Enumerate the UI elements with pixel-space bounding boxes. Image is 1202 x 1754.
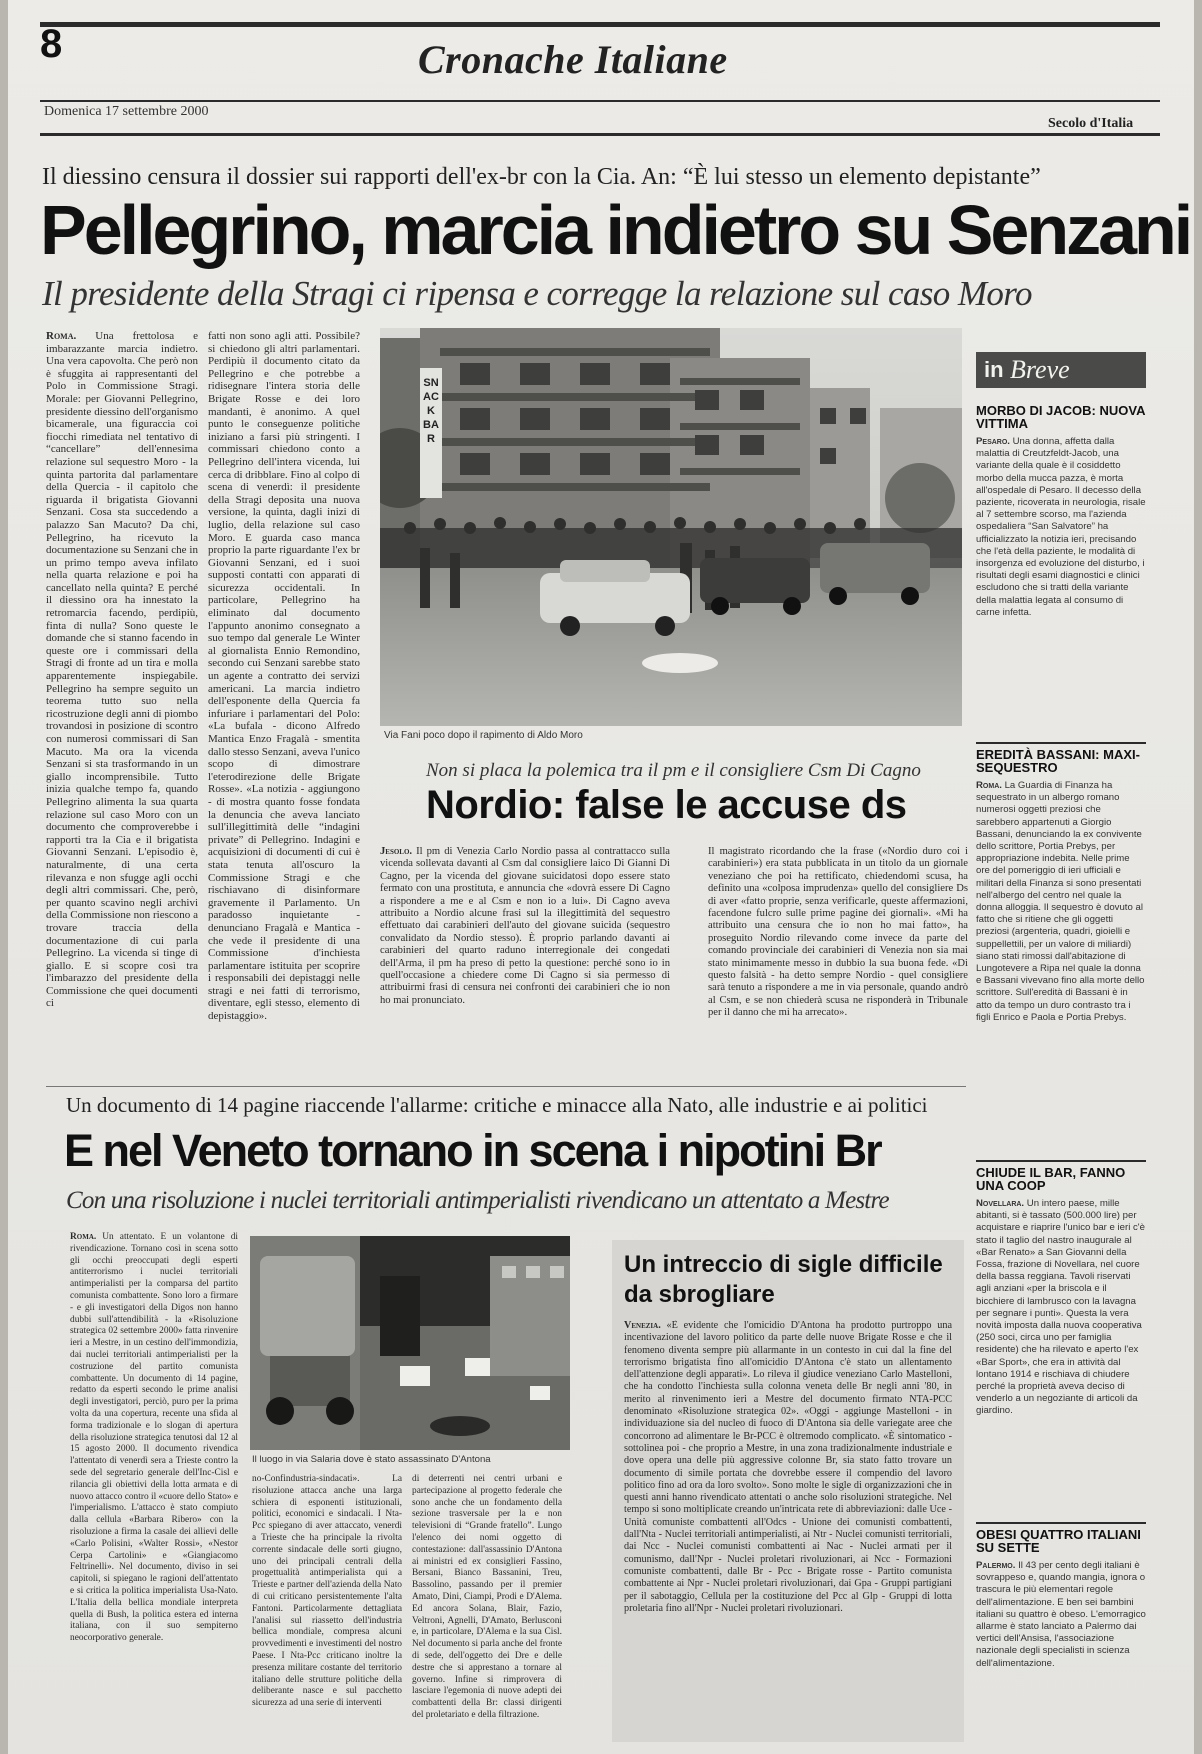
via-salaria-photo xyxy=(250,1236,570,1450)
in-breve-prefix: in xyxy=(984,357,1004,382)
story1-kicker: Il diessino censura il dossier sui rapporti dell'ex-br con la Cia. An: “È lui stesso un elemento depistante” xyxy=(42,164,1041,190)
story3-dateline: Roma. xyxy=(70,1232,103,1242)
story3-subhead: Con una risoluzione i nuclei territoriali antimperialisti rivendicano un attentato a Mestre xyxy=(66,1187,889,1214)
story4-body-text: «È evidente che l'omicidio D'Antona ha prodotto purtroppo una incentivazione del lavoro politico da parte delle nuove Brigate Rosse e che il fenomeno diventa sempre più allarmante in un contesto in cui dal la fine del terrorismo brigatista fino all'omicidio D'Antona c'è stato un allentamento dell'attenzione degli apparati». Lo rileva il giudice veneziano Carlo Mastelloni, che ha condotto l'inchiesta sulla colonna veneta delle Br negli anni '80, in merito al rinvenimento ieri a Mestre del documento firmato NTA-PCC denominato «Risoluzione strategica 02». «Oggi - aggiunge Mastelloni - in individuazione sia del nucleo di fuoco di D'Antona sia delle variegate aree che concorrono ad alimentare le Br-PCC è oltremodo complicato. «È sintomatico - sottolinea poi - che proprio a Mestre, in una zona tradizionalmente industriale e dove opera una delle più aggressive colonne Br, sia stato fatto trovare un documento di simile portata che dovrebbe essere il compendio del lavoro politico fino ad ora da loro svolto». Sono molte le sigle di organizzazioni che in questi anni hanno rivendicato attentati o anche solo risoluzioni strategiche. Nel tempo si sono moltiplicate creando un'intricata rete di abbreviazioni: dalle Uce - Unità comuniste combattenti all'Odcs - Unione dei comunisti combattenti, dall'Nta - Nuclei territoriali antimperialisti, ai Ntr - Nuclei comunisti territoriali, dai Ncc - Nuclei comunisti combattenti ai Nac - Nuclei armati per il comunismo, dall'Npr - Nuclei proletari rivoluzionari, ai Ncc - Formazioni comuniste combattenti, dalle Br - Pcc - Brigate rosse - Partito comunista combattente ai Npr - Nuclei proletari rivoluzionari, dai Gpa - Gruppi partigiani per il sabotaggio, Cellula per la costituzione del Pcc al Glp - Gruppi di lotta proletaria fino all'Npr - Nuclei proletari rivoluzionari. xyxy=(624,1320,952,1614)
story4-box xyxy=(612,1240,964,1742)
snack-bar-sign: SNACK BAR xyxy=(423,377,439,445)
story1-dateline: Roma. xyxy=(46,330,96,342)
story2-column-1 xyxy=(380,846,670,1064)
via-salaria-photo-caption: Il luogo in via Salaria dove è stato assassinato D'Antona xyxy=(252,1454,491,1465)
brief-morbo-jacob xyxy=(976,404,1146,752)
story4-body xyxy=(624,1320,952,1736)
story2-kicker: Non si placa la polemica tra il pm e il consigliere Csm Di Cagno xyxy=(426,760,921,781)
story2-headline: Nordio: false le accuse ds xyxy=(426,783,907,827)
story3-headline: E nel Veneto tornano in scena i nipotini Br xyxy=(64,1125,881,1176)
story3-column-3 xyxy=(412,1474,562,1742)
story4-dateline: Venezia. xyxy=(624,1320,667,1331)
masthead-mid-rule xyxy=(40,100,1160,102)
via-salaria-photo-image xyxy=(250,1236,570,1450)
brief-divider-3 xyxy=(976,1522,1146,1524)
brief-divider-1 xyxy=(976,742,1146,744)
brief-chiude-bar-text: Un intero paese, mille abitanti, si è tassato (500.000 lire) per acquistare e riaprire l'unico bar e ieri c'è stato il taglio del nastro inaugurale al «Bar Renato» a San Giovanni della Fossa, frazione di Novellara, nel cuore della bassa reggiana. Tavoli riservati agli anziani «per la briscola e il bicchiere di lambrusco con la lavagna per segnare i punti». Questa la vera novità imposta dalla nuova cooperativa (250 soci, circa uno per famiglia residente) che ha rilevato e aperto l'ex «Bar Sport», che era in attività dal lontano 1914 e rischiava di chiudere perché la proprietà aveva deciso di venderlo a un negoziante di articoli da giardino. xyxy=(976,1198,1145,1417)
story1-column-1-text: Una frettolosa e imbarazzante marcia indietro. Una vera capovolta. Che però non è sfuggita ai rappresentanti del Polo in Commissione Stragi. Morale: per Giovanni Pellegrino, presidente diessino dell'organismo bicamerale, una figuraccia coi fiocchi rimediata nel tentativo di “cancellare” dell'ennesima relazione sul sequestro Moro - la quinta partorita dal parlamentare della Quercia - il capitolo che riguarda il brigatista Giovanni Senzani. Cosa sta succedendo a palazzo San Macuto? Da chi, Pellegrino, ha ricevuto la documentazione su Senzani che in un primo tempo aveva infilato nella quarta relazione e poi ha cancellato nella quinta? E perché il diessino ora ha innestato la retromarcia facendo, perdipiù, finta di nulla? Sono queste le domande che si stanno facendo in queste ore i commissari della Stragi di fronte ad un tira e molla apparentemente inspiegabile. Pellegrino ha sempre seguito un teorema tutto suo nella ricostruzione degli anni di piombo trovandosi in posizione di scontro con numerosi commissari di San Macuto. Ma ora la vicenda Senzani si sta trasformando in un giallo incomprensibile. Tutto inizia qualche tempo fa, quando Pellegrino alimenta la sua quarta relazione sul caso Moro con un documento che comproverebbe i rapporti tra la Cia e il brigatista Giovanni Senzani. L'episodio è, naturalmente, di una certa rilevanza e non sfugge agli occhi degli altri commissari. Che, però, per quanto scavino negli archivi della Commissione non riescono a trovare traccia della documentazione di cui parla Pellegrino. La vicenda si tinge di giallo. E si scopre così tra l'imbarazzo del presidente della Commissione che quei documenti ci xyxy=(46,330,198,1010)
brief-obesi-headline: OBESI QUATTRO ITALIANI SU SETTE xyxy=(976,1527,1141,1555)
brief-morbo-jacob-headline: MORBO DI JACOB: NUOVA VITTIMA xyxy=(976,403,1145,431)
story4-headline: Un intreccio di sigle difficile da sbrogliare xyxy=(624,1251,943,1308)
newspaper-page xyxy=(8,0,1194,1754)
story2-column-1-text: Il pm di Venezia Carlo Nordio passa al contrattacco sulla vicenda sollevata davanti al Csm dal consigliere laico Di Gianni Di Cagno, per la vicenda del giovane suicidatosi dopo essere stato fermato con una prostituta, e annuncia che «dovrà essere Di Cagno a rispondere a me e al Csm e non io a lui». Di Cagno aveva attribuito a Nordio alcune frasi sul la illegittimità del sequestro effettuato dai carabinieri dell'auto del giovane suicida (sequestro convalidato da Nordio stesso). È proprio parlando davanti ai carabinieri del quarto raduno interregionale dei congedati dell'Arma, il pm ha preso di petto la questione: perché sono io in quell'occasione a chiedere come Di Cagno si sia permesso di attribuirmi frasi di censura nei confronti dei carabinieri che io non ho mai pronunciato. xyxy=(380,846,670,1006)
brief-chiude-bar-dateline: Novellara. xyxy=(976,1198,1027,1209)
brief-eredita-bassani-dateline: Roma. xyxy=(976,780,1005,791)
page-number: 8 xyxy=(40,22,63,66)
in-breve-title: Breve xyxy=(1010,355,1070,384)
story2-column-2-text: Il magistrato ricordando che la frase («Nordio duro coi i carabinieri») era stata pubblicata in un titolo da un giornale veneziano che poi ha rettificato, chiedendomi scusa, ha definito una «colposa imprudenza» quello del consigliere Ds di aver «fatto proprie, senza verificarle, queste affermazioni, facendone fulcro sulle prime pagine dei giornali». «Mi ha attribuito una censura che io non ho mai fatto», ha proseguito Nordio rilevando come invece da parte del comando provinciale dei carabinieri di Venezia non sia mai stato minimamente messo in dubbio la sua buona fede. «Di questo falsità - ha detto sempre Nordio - quel consigliere sarà tenuto a rispondere a me in via personale, quando andrò al Csm, e se non chiederà scusa ne risponderà in Tribunale per il danno che mi ha arrecato». xyxy=(708,846,968,1019)
story3-rule xyxy=(46,1086,966,1087)
brief-morbo-jacob-dateline: Pesaro. xyxy=(976,436,1013,447)
via-fani-photo-caption: Via Fani poco dopo il rapimento di Aldo Moro xyxy=(384,730,583,741)
section-title: Cronache Italiane xyxy=(418,37,728,82)
story3-kicker: Un documento di 14 pagine riaccende l'allarme: critiche e minacce alla Nato, alle industrie e ai politici xyxy=(66,1093,928,1117)
brief-chiude-bar-headline: CHIUDE IL BAR, FANNO UNA COOP xyxy=(976,1165,1126,1193)
story3-column-2-text: no-Confindustria-sindacati». La risoluzione attacca anche una larga schiera di esponenti istituzionali, politici, economici e sindacali. I Nta-Pcc spiegano di aver attaccato, venerdì a Trieste che ha principale la rivolta corrente sindacale delle sorti giugno, uno dei principali centrali della progettualità antimperialista qui a Trieste e partner dell'azienda della Nato di cui criticano persistentemente l'alta Fantoni. Particolarmente dettagliata l'analisi sul riassetto dell'industria bellica mondiale, compresa alcuni provvedimenti e investimenti del nostro Paese. I Nta-Pcc criticano inoltre la presenza militare costante del territorio italiano delle strutture politiche della deliberante nasce e sul pacchetto sicurezza ad una serie di interventi xyxy=(252,1474,402,1709)
story1-column-2 xyxy=(208,330,360,1040)
masthead-top-rule xyxy=(40,22,1160,27)
story1-subhead: Il presidente della Stragi ci ripensa e corregge la relazione sul caso Moro xyxy=(42,274,1032,313)
story1-column-1 xyxy=(46,330,198,1040)
brief-obesi-dateline: Palermo. xyxy=(976,1560,1019,1571)
brief-morbo-jacob-text: Una donna, affetta dalla malattia di Creutzfeldt-Jacob, una variante della quale è il cosiddetto morbo della mucca pazza, è morta all'ospedale di Pesaro. Il decesso della paziente, ricoverata in neurologia, risale al 7 settembre scorso, ma l'azienda ospedaliera “San Salvatore” ha ufficializzato la notizia ieri, precisando che l'età della paziente, le modalità di insorgenza ed evoluzione del disturbo, i risultati degli esami diagnostici e clinici escludono che si tratti della variante della malattia legata al consumo di carne infetta. xyxy=(976,436,1146,618)
brief-obesi-text: Il 43 per cento degli italiani è sovrappeso e, quando mangia, ignora o trascura le più elementari regole dell'alimentazione. E ben sei bambini italiani su quattro è obeso. L'emorragico allarme è stato lanciato a Palermo dai vertici dell'Ansisa, l'associazione nazionale degli specialisti in scienza dell'alimentazione. xyxy=(976,1560,1146,1669)
story2-column-2 xyxy=(708,846,968,1064)
story3-column-3-text: di deterrenti nei centri urbani e partecipazione al progetto federale che sono anche che un fondamento della sezione trasversale per la e non televisioni di “Grande fratello”. Lungo l'elenco dei nomi oggetto di contestazione: dall'assassinio D'Antona ai ministri ed ex consiglieri Fassino, Bersani, Bianco Bassanini, Treu, Bassolino, passando per il premier Amato, Dini, Ciampi, Prodi e D'Alema. Ed ancora Solana, Blair, Fazio, Veltroni, Agnelli, D'Amato, Berlusconi e, in particolare, D'Alema e la sua Cisl. Nel documento si parla anche del fronte di sede, dell'oggetto dei Dre e delle destre che si apprestano a tornare al governo. Infine si rimprovera di lasciare l'egemonia di nuove adepti dei combattenti della Br: classi dirigenti del proletariato e della filtrazione. xyxy=(412,1474,562,1720)
brief-morbo-jacob-body xyxy=(976,436,1146,726)
brief-eredita-bassani-text: La Guardia di Finanza ha sequestrato in un albergo romano numerosi oggetti preziosi che sarebbero appartenuti a Giorgio Bassani, denunciando la ex convivente dello scrittore, Portia Prebys, per appropriazione indebita. Nelle prime ore del pomeriggio di ieri ufficiali e militari della Finanza si sono presentati nell'albergo del centro nel quale la donna alloggia. Il sequestro è dovuto al fatto che si ritiene che gli oggetti preziosi (argenteria, quadri, gioielli e suppellettili, per un valore di miliardi) siano stati rimossi dall'abitazione di Lungotevere a Ripa nel quale la donna e Bassani vivevano fino alla morte dello scrittore. Sull'eredità di Bassani è in atto da tempo un duro contrasto tra i figli Enrico e Paola e Portia Prebys. xyxy=(976,780,1145,1023)
brief-eredita-bassani-body xyxy=(976,780,1146,1142)
story3-column-1-text: Un attentato. E un volantone di rivendicazione. Tornano così in scena sotto gli occhi preoccupati degli esperti antiterrorismo i nuclei territoriali antimperialisti per la comparsa del partito comunista combattente. Sono loro a firmare - e gli investigatori della Digos non hanno dubbi sull'attendibilità - la «Risoluzione strategica 02 settembre 2000» fatta rinvenire ieri a Mestre, in un cestino dell'immondizia, dai nuclei territoriali antimperialisti per la costruzione del partito comunista combattente. Un documento di 14 pagine, redatto da esperti secondo le prime analisi degli investigatori, perciò, puro per la prima volta da una copertura, recente una sfida al forma tradizionale e lo slogan di apertura della risoluzione strategica tenutosi dal 12 al 15 agosto 2000. Il documento rivendica l'attentato di venerdì sera a Trieste contro la sede del segretario generale dell'Inc-Cisl e rilancia gli obiettivi della lotta armata e di nuovo attacco contro il «cuore dello Stato» e l'imperialismo. L'attacco è stato compiuto dalla cellula «Barbara Ribero» con la risoluzione a firma la casale dei allievi delle «Carlo Polisini, «Walter Rossi», «Nestor Cerpa Cartolini» e «Giangiacomo Feltrinelli». Nel documento, diviso in sei capitoli, si spiegano le ragioni dell'attentato e si critica la politica imperialista Usa-Nato. L'Italia della bellica mondiale interpreta quella di Bush, la politica estera ed interna italiana, con il suo sempiterno neocorporativo generale. xyxy=(70,1232,238,1644)
story1-column-2-text: fatti non sono agli atti. Possibile? si chiedono gli altri parlamentari. Perdipiù il documento citato da Pellegrino e che potrebbe a ridisegnare l'intera storia delle Brigate Rosse e dei loro mandanti, è anonimo. A quel punto le conseguenze politiche iniziano a farsi più stringenti. I commissari chiedono conto a Pellegrino dell'intera vicenda, lui cerca di dribblare. Fino al colpo di scena di venerdì: il presidente della Stragi deposita una nuova versione, la quinta, dagli inizi di luglio, della relazione sul caso Moro. E guarda caso manca proprio la parte riguardante l'ex br Giovanni Senzani, ed i suoi supposti contatti con apparati di sicurezza occidentali. In particolare, Pellegrino ha eliminato dal documento l'appunto anonimo consegnato a suo tempo dal generale Le Winter al giornalista Ennio Remondino, secondo cui Senzani sarebbe stato un agente a contratto dei servizi americani. La marcia indietro dell'esponente della Quercia fa infuriare i parlamentari del Polo: «La bufala - dicono Alfredo Mantica Enzo Fragalà - smentita dallo stesso Senzani, aveva l'unico scopo di dimostrare l'eterodirezione delle Brigate Rosse». «La notizia - aggiungono - di mostra quanto fosse fondata la denuncia che aveva lanciato sull'illegittimità delle “indagini private” di Pellegrino. Indagini e acquisizioni di documenti di cui è stata tenuta all'oscuro la Commissione Stragi e che rischiavano di disinformare gravemente il Parlamento. Un paradosso inquietante - denunciano Fragalà e Mantica - che vede il presidente di una Commissione d'inchiesta parlamentare istituita per scoprire i responsabili dei depistaggi nelle stragi e nei fatti di terrorismo, diventare, egli stesso, elemento di depistaggio». xyxy=(208,330,360,1023)
in-breve-banner xyxy=(976,352,1146,388)
brief-chiude-bar xyxy=(976,1166,1146,1516)
issue-date: Domenica 17 settembre 2000 xyxy=(44,104,209,119)
story2-dateline: Jesolo. xyxy=(380,846,417,857)
brief-eredita-bassani xyxy=(976,748,1146,1154)
masthead-bottom-rule xyxy=(40,133,1160,136)
story1-headline: Pellegrino, marcia indietro su Senzani xyxy=(40,191,1191,269)
brief-divider-2 xyxy=(976,1160,1146,1162)
via-fani-photo-image xyxy=(380,328,962,726)
story3-column-2 xyxy=(252,1474,402,1742)
brief-eredita-bassani-headline: EREDITÀ BASSANI: MAXI-SEQUESTRO xyxy=(976,747,1140,775)
story3-column-1 xyxy=(70,1232,238,1742)
brief-chiude-bar-body xyxy=(976,1198,1146,1498)
brief-obesi xyxy=(976,1528,1146,1742)
via-fani-photo xyxy=(380,328,962,726)
brief-obesi-body xyxy=(976,1560,1146,1736)
newspaper-name: Secolo d'Italia xyxy=(1048,116,1134,131)
